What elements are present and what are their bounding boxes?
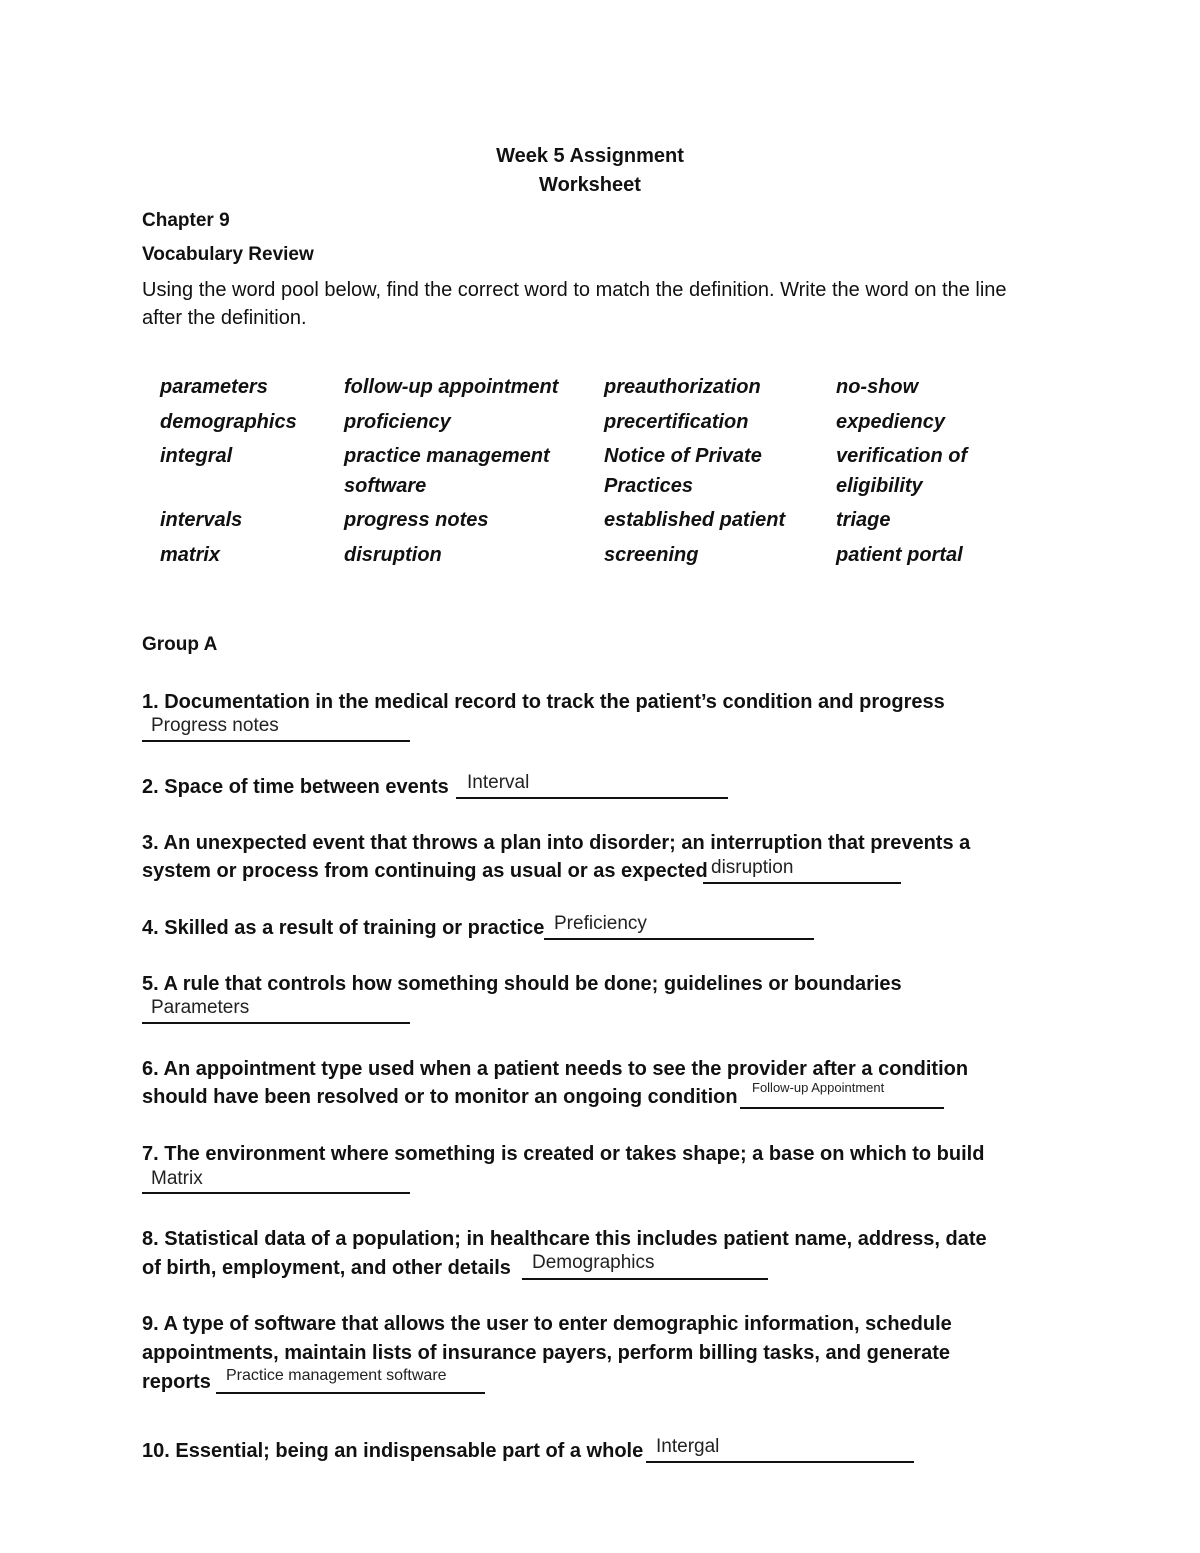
answer-8: Demographics — [532, 1252, 655, 1273]
pool-word: parameters — [160, 376, 268, 398]
pool-word: software — [344, 475, 427, 497]
pool-word: patient portal — [836, 544, 963, 566]
answer-field-1[interactable] — [142, 714, 410, 742]
word-pool-col4 — [836, 372, 967, 570]
pool-word: Notice of Private — [604, 445, 762, 467]
question-3-line1: 3. An unexpected event that throws a plan into disorder; an interruption that prevents a — [142, 832, 971, 854]
answer-field-2[interactable] — [456, 770, 728, 799]
answer-field-3[interactable] — [703, 855, 901, 884]
pool-word: disruption — [344, 544, 442, 566]
word-pool-col2 — [344, 372, 558, 570]
answer-field-10[interactable] — [646, 1434, 914, 1463]
answer-4: Preficiency — [554, 913, 647, 934]
page-subtitle: Worksheet — [539, 174, 641, 196]
pool-word: screening — [604, 544, 699, 566]
question-1: 1. Documentation in the medical record to track the patient’s condition and progress — [142, 691, 945, 713]
word-pool-col1 — [160, 372, 297, 570]
answer-field-5[interactable] — [142, 996, 410, 1024]
question-9-line2: appointments, maintain lists of insurance payers, perform billing tasks, and generate — [142, 1342, 950, 1364]
question-5: 5. A rule that controls how something should be done; guidelines or boundaries — [142, 973, 902, 995]
chapter-heading: Chapter 9 — [142, 210, 230, 231]
pool-word: preauthorization — [604, 376, 761, 398]
question-6-line2: should have been resolved or to monitor an ongoing condition — [142, 1086, 738, 1108]
answer-9: Practice management software — [226, 1367, 447, 1384]
pool-word: follow-up appointment — [344, 376, 559, 398]
pool-word: expediency — [836, 411, 945, 433]
pool-word: proficiency — [344, 411, 451, 433]
pool-word: triage — [836, 509, 891, 531]
page-title: Week 5 Assignment — [496, 145, 684, 167]
answer-field-6[interactable] — [740, 1078, 944, 1109]
pool-word: progress notes — [344, 509, 489, 531]
instructions: Using the word pool below, find the correct word to match the definition. Write the word on the line after the definition. — [142, 279, 1007, 329]
answer-10: Intergal — [656, 1436, 720, 1457]
answer-1: Progress notes — [151, 715, 279, 736]
pool-word: demographics — [160, 411, 297, 433]
pool-word: eligibility — [836, 475, 923, 497]
answer-3: disruption — [711, 857, 794, 878]
pool-word: matrix — [160, 544, 221, 566]
question-4: 4. Skilled as a result of training or practice — [142, 917, 545, 939]
question-9-line3: reports — [142, 1371, 211, 1393]
answer-5: Parameters — [151, 997, 250, 1018]
pool-word: verification of — [836, 445, 968, 467]
answer-6: Follow-up Appointment — [752, 1080, 885, 1095]
question-2: 2. Space of time between events — [142, 776, 449, 798]
word-pool-col3 — [604, 372, 785, 570]
answer-7: Matrix — [151, 1168, 203, 1189]
question-7: 7. The environment where something is created or takes shape; a base on which to build — [142, 1143, 985, 1165]
answer-2: Interval — [467, 772, 530, 793]
pool-word: Practices — [604, 475, 693, 497]
answer-field-7[interactable] — [142, 1167, 410, 1194]
pool-word: practice management — [344, 445, 550, 467]
question-6-line1: 6. An appointment type used when a patient needs to see the provider after a condition — [142, 1058, 969, 1080]
question-8-line1: 8. Statistical data of a population; in healthcare this includes patient name, address, date — [142, 1228, 987, 1250]
pool-word: precertification — [604, 411, 749, 433]
pool-word: no-show — [836, 376, 919, 398]
question-3-line2: system or process from continuing as usual or as expected — [142, 860, 708, 882]
pool-word: established patient — [604, 509, 786, 531]
pool-word: intervals — [160, 509, 243, 531]
answer-field-8[interactable] — [522, 1251, 768, 1280]
question-9-line1: 9. A type of software that allows the user to enter demographic information, schedule — [142, 1313, 952, 1335]
answer-field-4[interactable] — [544, 911, 814, 940]
group-heading: Group A — [142, 634, 218, 655]
pool-word: integral — [160, 445, 233, 467]
question-8-line2: of birth, employment, and other details — [142, 1257, 511, 1279]
answer-field-9[interactable] — [216, 1366, 485, 1394]
question-10: 10. Essential; being an indispensable part of a whole — [142, 1440, 644, 1462]
section-heading: Vocabulary Review — [142, 244, 314, 265]
